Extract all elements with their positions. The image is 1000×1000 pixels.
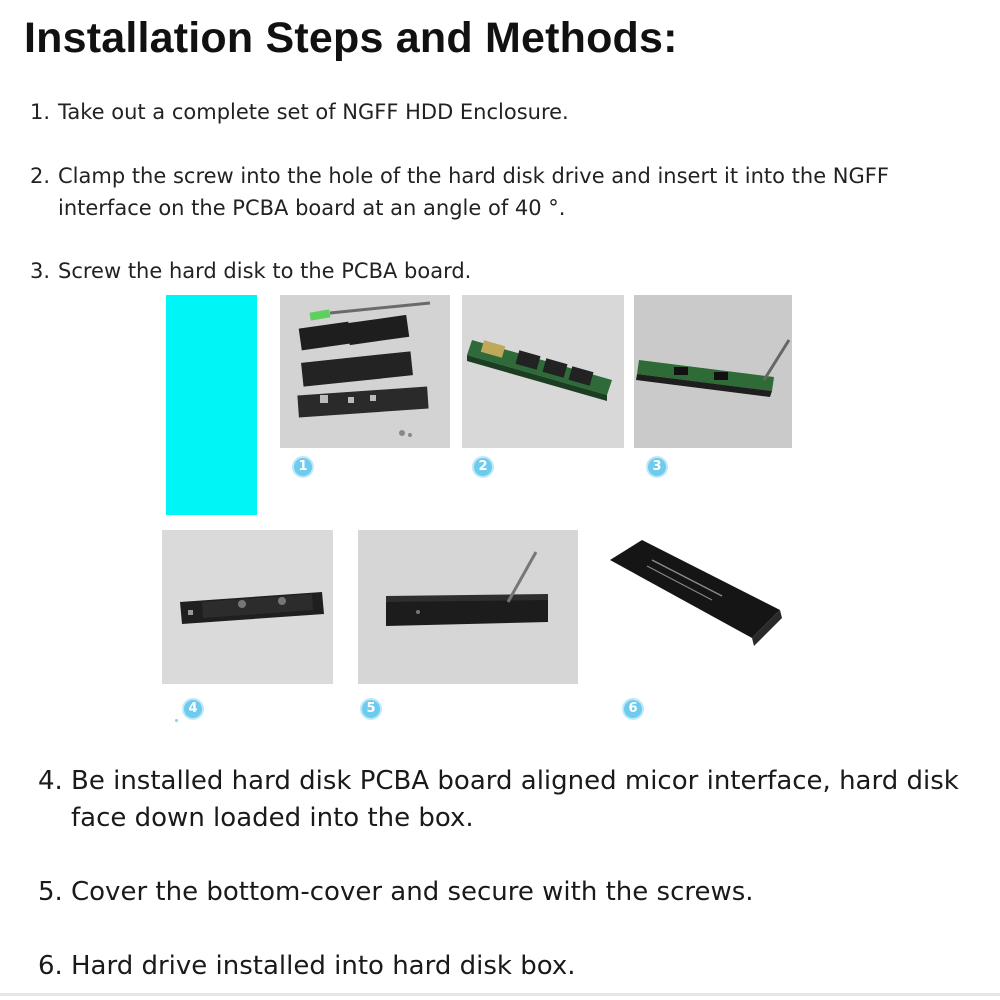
step-text-continued: face down loaded into the box. [71, 803, 474, 833]
step-badge: 1 [292, 456, 314, 478]
step-text: Take out a complete set of NGFF HDD Enclosure. [58, 100, 569, 124]
step-4 [38, 763, 1000, 837]
step-text-continued: interface on the PCBA board at an angle of 40 °. [58, 196, 566, 220]
step-text: Be installed hard disk PCBA board aligned micor interface, hard disk [71, 766, 959, 796]
photo-closed-box [358, 530, 578, 684]
step-number: 1. [30, 100, 51, 124]
step-1 [30, 96, 569, 128]
step-number: 3. [30, 259, 51, 283]
step-badge: 2 [472, 456, 494, 478]
step-3 [30, 255, 471, 287]
step-text: Screw the hard disk to the PCBA board. [58, 259, 472, 283]
accent-block [166, 295, 257, 515]
step-badge: 6 [622, 698, 644, 720]
step-number: 5. [38, 877, 63, 907]
step-text: Clamp the screw into the hole of the hard disk drive and insert it into the NGFF [58, 164, 889, 188]
step-badge: 4 [182, 698, 204, 720]
photo-finished-enclosure [602, 530, 792, 684]
step-6 [38, 948, 1000, 985]
page-title: Installation Steps and Methods: [24, 14, 678, 62]
decorative-dot [175, 719, 178, 722]
step-badge: 3 [646, 456, 668, 478]
step-number: 4. [38, 766, 63, 796]
bottom-divider [0, 993, 1000, 996]
step-number: 6. [38, 951, 63, 981]
step-badge: 5 [360, 698, 382, 720]
step-5 [38, 874, 1000, 911]
photo-board-in-case [162, 530, 333, 684]
photo-board-screwdriver [634, 295, 792, 448]
step-text: Cover the bottom-cover and secure with the screws. [71, 877, 754, 907]
step-text: Hard drive installed into hard disk box. [71, 951, 576, 981]
step-number: 2. [30, 164, 51, 188]
photo-ssd-board [462, 295, 624, 448]
photo-enclosure-parts [280, 295, 450, 448]
step-2 [30, 160, 889, 224]
